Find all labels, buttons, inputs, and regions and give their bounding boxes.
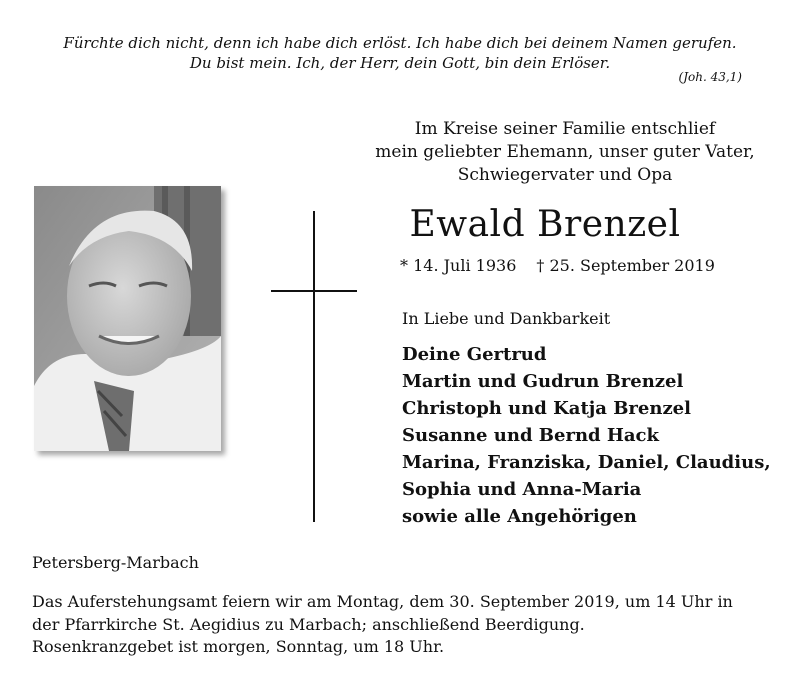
birth-date: * 14. Juli 1936 — [400, 256, 517, 275]
verse-line-2: Du bist mein. Ich, der Herr, dein Gott, bin dein Erlöser. — [189, 54, 611, 72]
bible-verse — [20, 33, 780, 73]
deceased-name: Ewald Brenzel — [409, 204, 681, 245]
intro-text — [355, 118, 775, 187]
mourner: Sophia und Anna-Maria — [402, 479, 642, 500]
death-date: † 25. September 2019 — [536, 256, 715, 275]
intro-line-1: Im Kreise seiner Familie entschlief — [414, 119, 716, 139]
mourners-intro: In Liebe und Dankbarkeit — [402, 309, 611, 328]
service-line-3: Rosenkranzgebet ist morgen, Sonntag, um 18 Uhr. — [32, 637, 445, 656]
mourner: Christoph und Katja Brenzel — [402, 398, 691, 419]
service-line-1: Das Auferstehungsamt feiern wir am Montag, dem 30. September 2019, um 14 Uhr in — [32, 592, 733, 611]
mourner: Marina, Franziska, Daniel, Claudius, — [402, 452, 771, 473]
intro-line-2: mein geliebter Ehemann, unser guter Vater, — [375, 142, 755, 162]
life-dates — [400, 256, 715, 276]
mourner: Deine Gertrud — [402, 344, 547, 365]
verse-reference: (Joh. 43,1) — [678, 70, 742, 84]
mourner: Martin und Gudrun Brenzel — [402, 371, 684, 392]
mourner: sowie alle Angehörigen — [402, 506, 637, 527]
service-info — [32, 591, 792, 659]
intro-line-3: Schwiegervater und Opa — [457, 165, 673, 185]
cross-horizontal — [271, 290, 357, 292]
service-line-2: der Pfarrkirche St. Aegidius zu Marbach; anschließend Beerdigung. — [32, 614, 585, 634]
portrait-photo — [34, 186, 221, 451]
verse-line-1: Fürchte dich nicht, denn ich habe dich erlöst. Ich habe dich bei deinem Namen gerufen. — [63, 34, 737, 52]
place-name: Petersberg-Marbach — [32, 553, 199, 572]
mourner: Susanne und Bernd Hack — [402, 425, 659, 446]
cross-vertical — [313, 211, 315, 522]
mourners-list — [402, 341, 771, 530]
